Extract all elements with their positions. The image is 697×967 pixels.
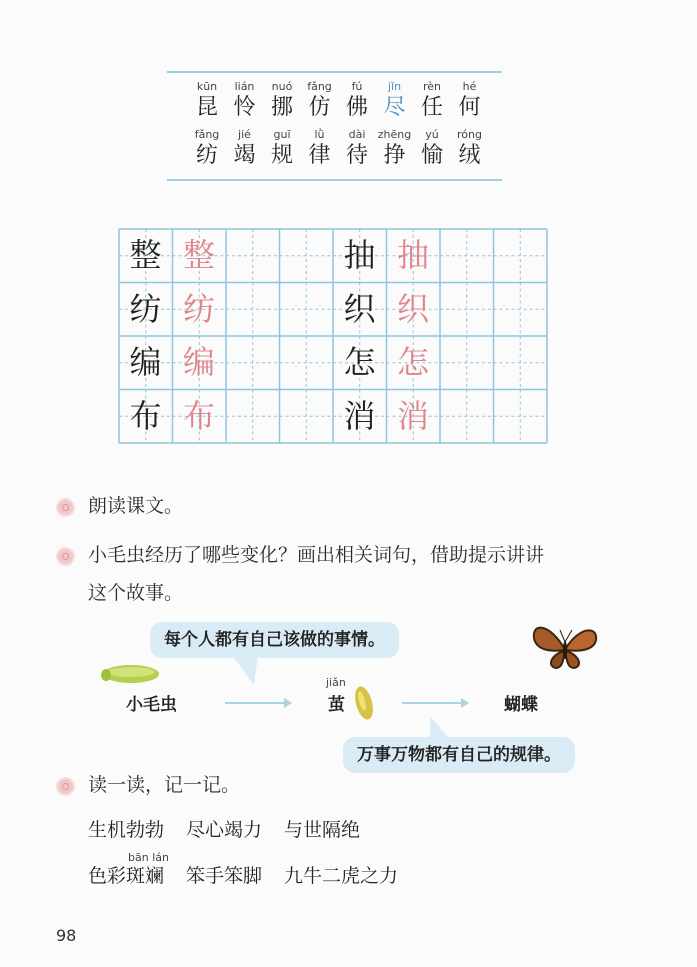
vocab-pinyin: lǜ — [314, 128, 325, 141]
vocab-pinyin: jié — [238, 128, 251, 141]
vocab-item — [187, 80, 227, 122]
vocab-pinyin: hé — [462, 80, 477, 93]
grid-model-character: 怎 — [343, 343, 376, 381]
vocab-character: 仿 — [308, 95, 331, 120]
arrow-1 — [225, 702, 291, 704]
hint-bubble-bottom: 万事万物都有自己的规律。 — [343, 737, 575, 773]
stage-caterpillar-label: 小毛虫 — [126, 695, 177, 715]
task-1-text: 朗读课文。 — [88, 495, 184, 517]
vocab-item — [412, 128, 452, 170]
grid-trace-character: 编 — [182, 343, 215, 381]
vocab-pinyin: yú — [425, 128, 439, 141]
vocab-item — [300, 80, 340, 122]
vocab-character: 佛 — [345, 95, 368, 120]
vocab-item — [225, 80, 265, 122]
vocab-character: 竭 — [233, 143, 256, 168]
vocab-item — [262, 128, 302, 170]
vocab-item — [375, 80, 415, 122]
task-2-text-line-1: 小毛虫经历了哪些变化？画出相关词句，借助提示讲讲 — [88, 544, 545, 566]
stage-cocoon-pinyin: jiǎn — [326, 676, 346, 689]
page-number: 98 — [56, 926, 77, 945]
grid-trace-character: 抽 — [396, 236, 429, 274]
vocab-pinyin: kūn — [196, 80, 218, 93]
vocab-pinyin: nuó — [271, 80, 293, 93]
grid-model-character: 布 — [129, 396, 162, 435]
task-3-text: 读一读，记一记。 — [88, 774, 241, 796]
stage-butterfly-label: 蝴蝶 — [504, 695, 538, 715]
vocab-top-rule — [167, 71, 502, 73]
vocab-character: 律 — [308, 143, 331, 168]
hint-bubble-top: 每个人都有自己该做的事情。 — [150, 622, 399, 658]
vocab-bottom-rule — [167, 179, 502, 181]
vocab-character: 昆 — [195, 95, 218, 120]
idiom: 尽心竭力 — [186, 819, 263, 841]
grid-model-character: 纺 — [129, 289, 162, 328]
idiom-pinyin-hint: bān lán — [128, 851, 169, 864]
idiom-line-2 — [88, 862, 420, 890]
vocab-pinyin: rèn — [422, 80, 442, 93]
vocab-character: 挪 — [270, 95, 293, 120]
butterfly-icon — [530, 620, 600, 672]
vocab-item — [225, 128, 265, 170]
task-2-text-line-2: 这个故事。 — [88, 582, 184, 604]
cocoon-icon — [352, 683, 376, 723]
vocab-pinyin: fǎng — [307, 80, 332, 93]
vocab-item — [337, 80, 377, 122]
grid-model-character: 消 — [343, 396, 376, 435]
vocab-item — [375, 128, 415, 170]
grid-trace-character: 怎 — [396, 343, 429, 381]
vocab-character: 任 — [420, 95, 443, 120]
vocab-pinyin: lián — [234, 80, 255, 93]
grid-trace-character: 布 — [182, 396, 215, 435]
vocab-pinyin: guī — [273, 128, 291, 141]
vocab-item — [450, 80, 490, 122]
vocab-pinyin: fú — [351, 80, 363, 93]
vocab-item — [450, 128, 490, 170]
vocab-character: 规 — [270, 143, 293, 168]
vocab-row-2 — [187, 128, 487, 174]
vocab-character: 绒 — [458, 143, 481, 168]
grid-trace-character: 整 — [182, 236, 215, 274]
grid-trace-character: 织 — [396, 289, 429, 328]
grid-model-character: 整 — [129, 236, 162, 274]
idiom: 九牛二虎之力 — [284, 865, 399, 887]
vocab-character: 待 — [345, 143, 368, 168]
bubble-top-pointer — [232, 655, 262, 695]
vocab-character: 愉 — [420, 143, 443, 168]
grid-trace-character: 纺 — [182, 289, 215, 328]
vocab-item — [262, 80, 302, 122]
vocab-pinyin: dài — [348, 128, 366, 141]
grid-model-character: 编 — [129, 343, 162, 381]
grid-model-character: 织 — [343, 289, 376, 328]
caterpillar-icon — [100, 660, 162, 688]
grid-trace-character: 消 — [396, 396, 429, 435]
idiom: 色彩斑斓 — [88, 865, 165, 887]
vocab-pinyin: zhēng — [377, 128, 412, 141]
vocab-character: 尽 — [383, 95, 406, 120]
vocab-pinyin: róng — [457, 128, 482, 141]
idiom: 笨手笨脚 — [186, 865, 263, 887]
vocab-row-1 — [187, 80, 487, 126]
idiom: 与世隔绝 — [284, 819, 361, 841]
vocab-character: 怜 — [233, 95, 256, 120]
vocab-pinyin: fǎng — [194, 128, 220, 141]
idiom: 生机勃勃 — [88, 819, 165, 841]
task-3-marker-icon — [56, 777, 75, 796]
vocab-character: 何 — [458, 95, 481, 120]
vocab-item — [337, 128, 377, 170]
vocab-pinyin: jǐn — [387, 80, 402, 93]
task-1-marker-icon — [56, 498, 75, 517]
task-2-marker-icon — [56, 547, 75, 566]
vocab-item — [300, 128, 340, 170]
vocab-item — [187, 128, 227, 170]
arrow-2 — [402, 702, 468, 704]
vocab-item — [412, 80, 452, 122]
stage-cocoon-label: 茧 — [328, 695, 345, 715]
grid-model-character: 抽 — [343, 236, 376, 274]
vocab-character: 纺 — [195, 143, 218, 168]
idiom-line-1 — [88, 816, 382, 844]
vocab-character: 挣 — [383, 143, 406, 168]
